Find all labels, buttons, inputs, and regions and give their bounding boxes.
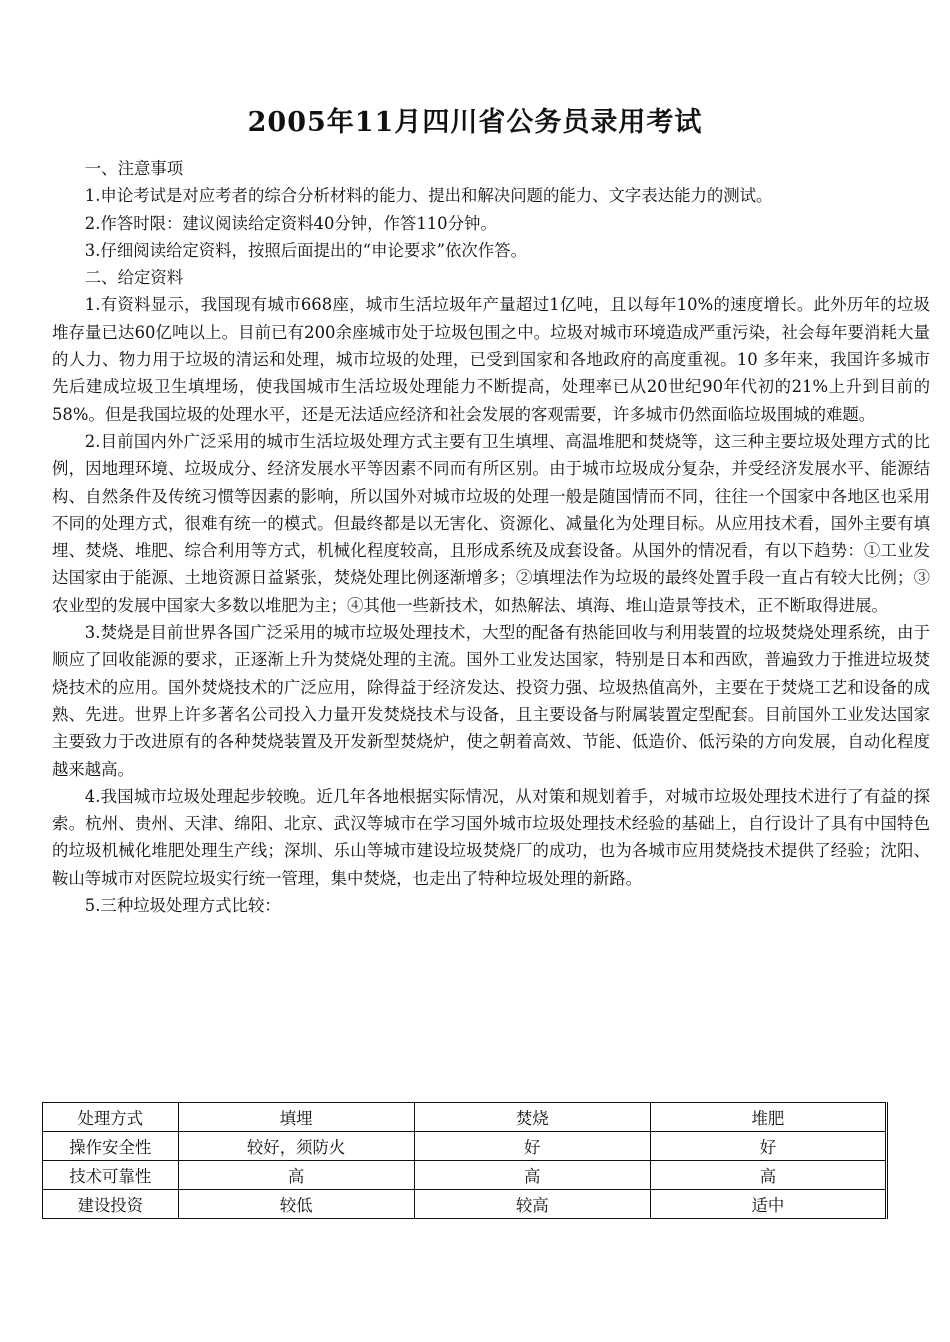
table-cell: 较低 bbox=[178, 1190, 414, 1219]
comparison-table bbox=[42, 1102, 888, 1219]
table-header-cell: 处理方式 bbox=[43, 1103, 179, 1132]
material-paragraph: 3.焚烧是目前世界各国广泛采用的城市垃圾处理技术，大型的配备有热能回收与利用装置的垃圾焚烧处理系统，由于顺应了回收能源的要求，正逐渐上升为焚烧处理的主流。国外工业发达国家，特别是日本和西欧，普遍致力于推进垃圾焚烧技术的应用。国外焚烧技术的广泛应用，除得益于经济发达、投资力强、垃圾热值高外，主要在于焚烧工艺和设备的成熟、先进。世界上许多著名公司投入力量开发焚烧技术与设备，且主要设备与附属装置定型配套。目前国外工业发达国家主要致力于改进原有的各种焚烧装置及开发新型焚烧炉，使之朝着高效、节能、低造价、低污染的方向发展，自动化程度越来越高。 bbox=[52, 623, 930, 779]
table-row bbox=[43, 1190, 887, 1219]
table-cell: 技术可靠性 bbox=[43, 1161, 179, 1190]
table-header-cell: 堆肥 bbox=[650, 1103, 886, 1132]
table-cell: 建设投资 bbox=[43, 1190, 179, 1219]
notice-item: 2.作答时限：建议阅读给定资料40分钟，作答110分钟。 bbox=[84, 213, 497, 233]
section-heading-materials: 二、给定资料 bbox=[84, 268, 184, 288]
material-paragraph: 1.有资料显示，我国现有城市668座，城市生活垃圾年产量超过1亿吨，且以每年10%的速度增长。此外历年的垃圾堆存量已达60亿吨以上。目前已有200余座城市处于垃圾包围之中。垃圾对城市环境造成严重污染，社会每年要消耗大量的人力、物力用于垃圾的清运和处理，城市垃圾的处理，已受到国家和各地政府的高度重视。10 多年来，我国许多城市先后建成垃圾卫生填埋场，使我国城市生活垃圾处理能力不断提高，处理率已从20世纪90年代初的21%上升到目前的58%。但是我国垃圾的处理水平，还是无法适应经济和社会发展的客观需要，许多城市仍然面临垃圾围城的难题。 bbox=[52, 295, 930, 424]
document-title: 2005年11月四川省公务员录用考试 bbox=[247, 107, 703, 138]
table-cell: 较好，须防火 bbox=[178, 1132, 414, 1161]
table-cell: 适中 bbox=[650, 1190, 886, 1219]
table-cell: 较高 bbox=[414, 1190, 650, 1219]
material-paragraph: 4.我国城市垃圾处理起步较晚。近几年各地根据实际情况，从对策和规划着手，对城市垃圾处理技术进行了有益的探索。杭州、贵州、天津、绵阳、北京、武汉等城市在学习国外城市垃圾处理技术经验的基础上，自行设计了具有中国特色的垃圾机械化堆肥处理生产线；深圳、乐山等城市建设垃圾焚烧厂的成功，也为各城市应用焚烧技术提供了经验；沈阳、鞍山等城市对医院垃圾实行统一管理，集中焚烧，也走出了特种垃圾处理的新路。 bbox=[52, 786, 930, 888]
table-header-cell: 焚烧 bbox=[414, 1103, 650, 1132]
document-body bbox=[52, 155, 930, 919]
table-cell: 好 bbox=[650, 1132, 886, 1161]
table-cell: 高 bbox=[650, 1161, 886, 1190]
table-row bbox=[43, 1132, 887, 1161]
table-header-cell: 填埋 bbox=[178, 1103, 414, 1132]
table-cell: 操作安全性 bbox=[43, 1132, 179, 1161]
notice-item: 1.申论考试是对应考者的综合分析材料的能力、提出和解决问题的能力、文字表达能力的测试。 bbox=[84, 186, 773, 206]
table-row bbox=[43, 1161, 887, 1190]
section-heading-notice: 一、注意事项 bbox=[84, 159, 184, 178]
table-cell: 高 bbox=[178, 1161, 414, 1190]
table-cell: 高 bbox=[414, 1161, 650, 1190]
material-paragraph: 2.目前国内外广泛采用的城市生活垃圾处理方式主要有卫生填埋、高温堆肥和焚烧等，这三种主要垃圾处理方式的比例，因地理环境、垃圾成分、经济发展水平等因素不同而有所区别。由于城市垃圾成分复杂，并受经济发展水平、能源结构、自然条件及传统习惯等因素的影响，所以国外对城市垃圾的处理一般是随国情而不同，往往一个国家中各地区也采用不同的处理方式，很难有统一的模式。但最终都是以无害化、资源化、减量化为处理目标。从应用技术看，国外主要有填埋、焚烧、堆肥、综合利用等方式，机械化程度较高，且形成系统及成套设备。从国外的情况看，有以下趋势：①工业发达国家由于能源、土地资源日益紧张，焚烧处理比例逐渐增多；②填埋法作为垃圾的最终处置手段一直占有较大比例；③农业型的发展中国家大多数以堆肥为主；④其他一些新技术，如热解法、填海、堆山造景等技术，正不断取得进展。 bbox=[52, 431, 930, 615]
material-paragraph: 5.三种垃圾处理方式比较： bbox=[84, 896, 281, 916]
table-cell: 好 bbox=[414, 1132, 650, 1161]
table-header-row bbox=[43, 1103, 887, 1132]
notice-item: 3.仔细阅读给定资料，按照后面提出的“申论要求”依次作答。 bbox=[84, 240, 527, 260]
